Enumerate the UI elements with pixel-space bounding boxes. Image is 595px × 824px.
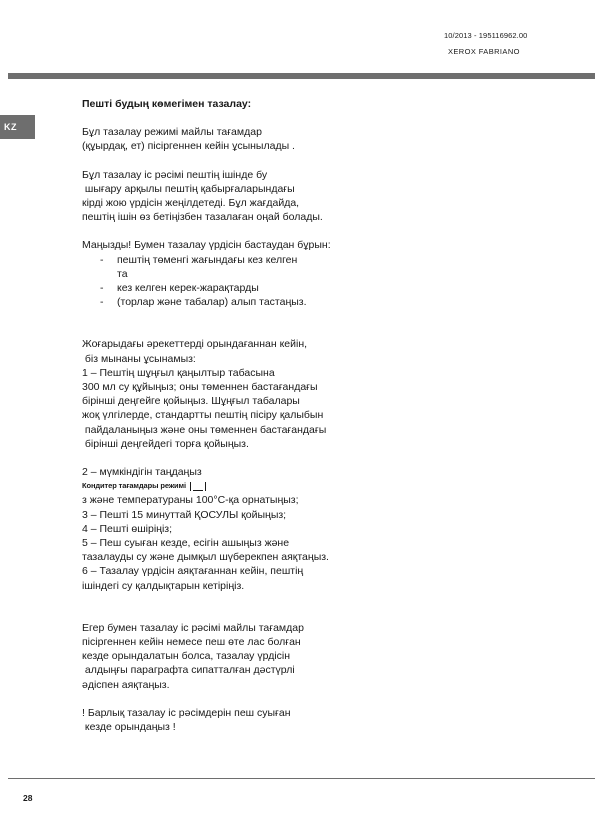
text-line: Жоғарыдағы әрекеттерді орындағаннан кейін,: [82, 338, 308, 351]
text-line: Бұл тазалау іс рәсімі пештің ішінде бу: [82, 168, 268, 181]
text-line: жоқ үлгілерде, стандартты пештің пісіру қалыбын: [82, 409, 324, 422]
text-line: 300 мл су құйыңыз; оны төменнен бастағандағы: [82, 381, 318, 394]
text-line: бірінші деңгейге қойыңыз. Шұңғыл табалары: [82, 395, 300, 408]
page-number: 28: [23, 793, 33, 803]
document-code: 10/2013 - 195116962.00: [444, 31, 528, 40]
text-line: кірді жою үрдісін жеңілдетеді. Бұл жағдайда,: [82, 197, 300, 210]
text-line: 5 – Пеш суыған кезде, есігін ашыңыз және: [82, 537, 290, 550]
text-line: әдіспен аяқтаңыз.: [82, 678, 170, 691]
text-line: з және температураны 100°C-қа орнатыңыз;: [82, 494, 299, 507]
text-line: алдыңғы параграфта сипатталған дәстүрлі: [82, 664, 295, 677]
text-line: кезде орындалатын болса, тазалау үрдісін: [82, 650, 291, 663]
text-line: (құырдақ, ет) пісіргеннен кейін ұсынылады .: [82, 140, 295, 153]
steps-intro-paragraph: [82, 337, 502, 451]
section-title: Пешті будың көмегімен тазалау:: [82, 98, 252, 110]
text-line: 1 – Пештің шұңғыл қаңылтыр табасына: [82, 366, 275, 379]
step-2-label: 2 – мүмкіндігін таңдаңыз: [82, 466, 202, 479]
text-line: 4 – Пешті өшіріңіз;: [82, 522, 173, 535]
list-item: [82, 281, 502, 295]
text-line: бірінші деңгейдегі торға қойыңыз.: [82, 437, 249, 450]
text-line: пештің төменгі жағындағы кез келген: [117, 253, 298, 266]
intro-paragraph: [82, 125, 502, 153]
text-line: 6 – Тазалау үрдісін аяқтағаннан кейін, пештің: [82, 565, 304, 578]
list-bullet: -: [100, 282, 104, 295]
text-line: шығару арқылы пештің қабырғаларындағы: [82, 182, 295, 195]
header-rule: [8, 73, 595, 79]
text-line: Бұл тазалау режимі майлы тағамдар: [82, 126, 262, 139]
text-line: кезде орындаңыз !: [82, 721, 176, 734]
text-line: біз мынаны ұсынамыз:: [82, 352, 196, 365]
warning-block: [82, 238, 502, 309]
text-line: кез келген керек-жарақтарды: [117, 282, 259, 295]
text-line: пайдаланыңыз және оны төменнен бастағандағы: [82, 423, 327, 436]
footer-rule: [8, 778, 595, 779]
pastry-mode-icon: [190, 482, 206, 491]
after-paragraph: [82, 621, 502, 692]
warning-heading: Маңызды! Бумен тазалау үрдісін бастаудан бұрын:: [82, 239, 331, 252]
text-line: ! Барлық тазалау іс рәсімдерін пеш суыған: [82, 706, 291, 719]
list-bullet: -: [100, 296, 104, 309]
steps-paragraph: [82, 465, 502, 593]
list-item: [82, 253, 502, 281]
list-item: [82, 295, 502, 309]
language-tab: KZ: [0, 115, 35, 139]
mode-row: [82, 479, 502, 493]
text-line: Егер бумен тазалау іс рәсімі майлы тағамдар: [82, 621, 304, 634]
text-line: (торлар және табалар) алып тастаңыз.: [117, 296, 307, 309]
page-content: [82, 97, 502, 748]
mode-name: Кондитер тағамдары режимі: [82, 481, 186, 491]
description-paragraph: [82, 168, 502, 225]
text-line: пісіргеннен кейін немесе пеш өте лас болған: [82, 636, 301, 649]
text-line: тазалауды су және дымқыл шүберекпен аяқтаңыз.: [82, 551, 329, 564]
printer-mark: XEROX FABRIANO: [448, 47, 520, 56]
text-line: та: [117, 267, 128, 280]
text-line: 3 – Пешті 15 минуттай ҚОСУЛЫ қойыңыз;: [82, 508, 287, 521]
list-bullet: -: [100, 253, 104, 266]
text-line: ішіндегі су қалдықтарын кетіріңіз.: [82, 579, 245, 592]
text-line: пештің ішін өз бетіңізбен тазалаған оңай болады.: [82, 211, 323, 224]
warning-list: [82, 253, 502, 310]
final-note: [82, 706, 502, 734]
